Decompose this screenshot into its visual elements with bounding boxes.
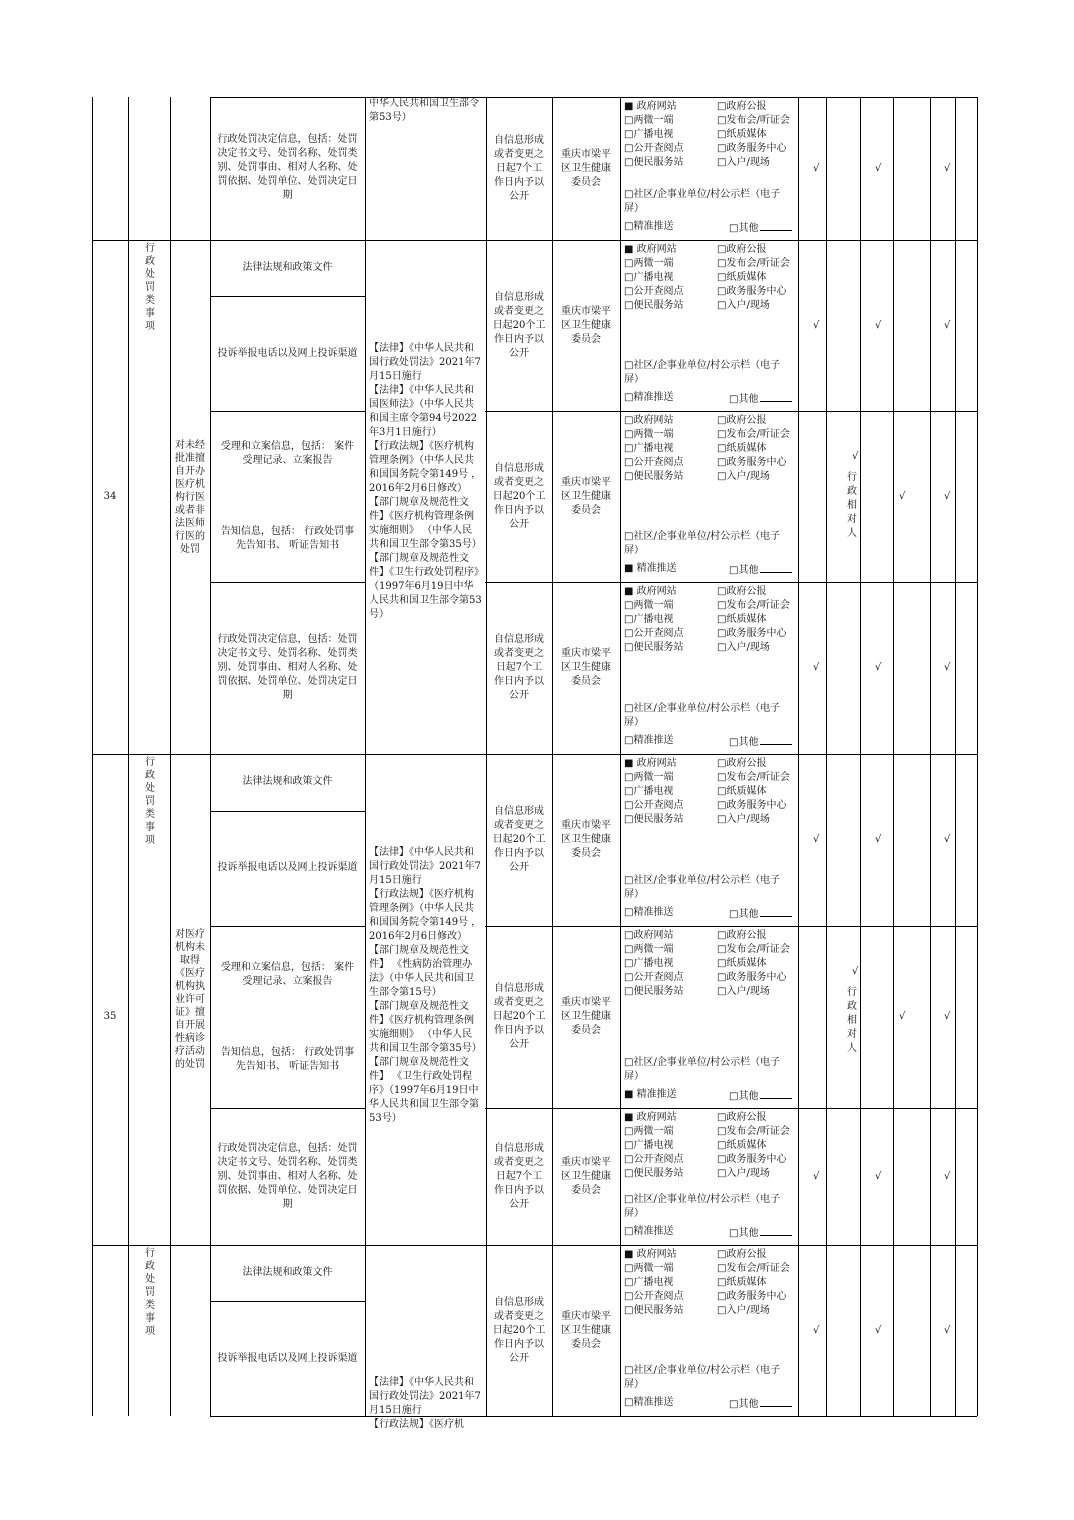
channel-option: □其他	[729, 391, 792, 405]
channel-option: □入户/现场	[717, 157, 770, 168]
channel-option: □发布会/听证会	[717, 115, 790, 126]
law-basis: 【法律】《中华人民共和国行政处罚法》2021年7月15日施行 【法律】《中华人民共和国医师法》（中华人民共和国主席令第94号2022年3月1日施行） 【行政法规】《医疗机构管理条例》（中华人民共和国国务院令第149号 ，2016年2月6日修改） 【部门规章及规范性文件】《医疗机构管理条例实施细则》 （中华人民共和国卫生部令第35号） 【部门规章及规范性文件】《卫生行政处罚程序》（1997年6月19日中华人民共和国卫生部令第53号）	[369, 343, 482, 620]
channel-list	[621, 757, 797, 926]
channel-option: □纸质媒体	[717, 614, 767, 625]
channel-list	[621, 585, 797, 754]
channel-row	[624, 929, 794, 943]
channel-bulletin: □社区/企事业单位/村公示栏（电子屏）	[624, 1365, 781, 1390]
disclosure-time: 自信息形成或者变更之日起20个工作日内予以公开	[492, 806, 546, 873]
channel-option: □发布会/听证会	[717, 258, 790, 269]
item-decision: 行政处罚决定信息，包括：处罚决定书文号、处罚名称、处罚类别、处罚事由、相对人名称、处罚依据、处罚单位、处罚决定日期	[217, 133, 358, 201]
channel-row	[624, 128, 794, 142]
grid-vline	[798, 97, 799, 1416]
channel-option: □政务服务中心	[717, 628, 787, 639]
channel-option: □纸质媒体	[717, 272, 767, 283]
check-mark: √	[875, 319, 882, 331]
check-mark: √	[813, 1170, 820, 1182]
channel-option: □政务服务中心	[717, 457, 787, 468]
channel-option: □精准推送	[624, 392, 674, 403]
grid-vline	[128, 97, 129, 1416]
channel-option: □公开查阅点	[624, 143, 684, 154]
channel-row	[624, 957, 794, 971]
check-mark: √	[813, 662, 820, 673]
category-label: 行政处罚类事项	[145, 1248, 155, 1337]
channel-option: □广播电视	[624, 786, 674, 797]
channel-row	[624, 1248, 794, 1262]
channel-row	[624, 271, 794, 285]
channel-row	[624, 243, 794, 257]
check-mark: √	[899, 1011, 906, 1022]
push-row	[624, 906, 792, 920]
responsible-body: 重庆市梁平区卫生健康委员会	[561, 148, 611, 188]
check-mark: √	[875, 1170, 882, 1182]
channel-bulletin: □社区/企事业单位/村公示栏（电子屏）	[624, 1194, 781, 1219]
channel-option: □便民服务站	[624, 986, 684, 997]
channel-option: □纸质媒体	[717, 1140, 767, 1151]
channel-option: □便民服务站	[624, 814, 684, 825]
channel-row	[624, 1276, 794, 1290]
grid-hline	[210, 1416, 977, 1417]
channel-option: □发布会/听证会	[717, 429, 790, 440]
channel-option: □纸质媒体	[717, 129, 767, 140]
channel-row	[624, 1167, 794, 1181]
category-label: 行政处罚类事项	[145, 243, 155, 332]
channel-option: □其他	[729, 734, 792, 748]
channel-row	[624, 585, 794, 599]
channel-option: ■ 精准推送	[624, 563, 677, 574]
channel-row	[624, 641, 794, 655]
check-mark: √	[852, 966, 859, 977]
channel-row	[624, 1290, 794, 1304]
channel-option: □精准推送	[624, 735, 674, 746]
push-row	[624, 1396, 792, 1410]
channel-option: □两微一端	[624, 258, 674, 269]
channel-option: ■ 政府网站	[624, 244, 677, 255]
channel-row	[624, 813, 794, 827]
responsible-body: 重庆市梁平区卫生健康委员会	[561, 997, 611, 1036]
grid-vline	[955, 97, 956, 1416]
channel-option: □政府公报	[717, 244, 767, 255]
fill-blank	[760, 1088, 792, 1099]
channel-option: □两微一端	[624, 944, 674, 955]
channel-list	[621, 243, 797, 411]
channel-option: □两微一端	[624, 1126, 674, 1137]
law-basis-fragment: 中华人民共和国卫生部令 第53号）	[369, 98, 479, 123]
item-complaint-channel: 投诉举报电话以及网上投诉渠道	[217, 861, 358, 873]
channel-row	[624, 1125, 794, 1139]
channel-option: □广播电视	[624, 1140, 674, 1151]
channel-option: □广播电视	[624, 1277, 674, 1288]
channel-option: □发布会/听证会	[717, 1263, 790, 1274]
channel-row	[624, 1111, 794, 1125]
category-label: 行政处罚类事项	[145, 757, 155, 846]
channel-option: □广播电视	[624, 443, 674, 454]
channel-option: □广播电视	[624, 958, 674, 969]
push-row	[624, 391, 792, 405]
channel-row	[624, 599, 794, 613]
disclosure-time: 自信息形成或者变更之日起7个工作日内予以公开	[494, 134, 544, 202]
channel-option: ■ 政府网站	[624, 1112, 677, 1123]
fill-blank	[760, 906, 792, 917]
channel-option: □广播电视	[624, 129, 674, 140]
disclosure-time: 自信息形成或者变更之日起20个工作日内予以公开	[492, 983, 546, 1050]
check-mark: √	[944, 1170, 951, 1182]
channel-option: □入户/现场	[717, 1305, 770, 1316]
responsible-body: 重庆市梁平区卫生健康委员会	[561, 648, 611, 687]
check-mark: √	[944, 1324, 951, 1336]
disclosure-time: 自信息形成或者变更之日起20个工作日内予以公开	[492, 291, 546, 359]
channel-option: □其他	[729, 220, 792, 234]
item-accept: 受理和立案信息，包括： 案件受理记录、立案报告	[220, 961, 355, 987]
channel-row	[624, 627, 794, 641]
channel-option: □便民服务站	[624, 157, 684, 168]
channel-row	[624, 1304, 794, 1318]
channel-option: □发布会/听证会	[717, 772, 790, 783]
item-complaint-channel: 投诉举报电话以及网上投诉渠道	[217, 347, 358, 359]
channel-option: □两微一端	[624, 600, 674, 611]
channel-row	[624, 428, 794, 442]
channel-option: □入户/现场	[717, 642, 770, 653]
channel-option: □政府公报	[717, 758, 767, 769]
item-notice: 告知信息，包括： 行政处罚事先告知书、 听证告知书	[220, 1046, 355, 1072]
channel-option: □入户/现场	[717, 471, 770, 482]
channel-bulletin: □社区/企事业单位/村公示栏（电子屏）	[624, 531, 781, 556]
check-mark: √	[852, 451, 859, 462]
item-accept: 受理和立案信息，包括： 案件受理记录、立案报告	[220, 441, 355, 466]
channel-option: □两微一端	[624, 429, 674, 440]
channel-option: □精准推送	[624, 221, 674, 232]
channel-bulletin: □社区/企事业单位/村公示栏（电子屏）	[624, 189, 781, 214]
push-row	[624, 562, 792, 576]
responsible-body: 重庆市梁平区卫生健康委员会	[561, 305, 611, 345]
push-row	[624, 734, 792, 748]
channel-bulletin: □社区/企事业单位/村公示栏（电子屏）	[624, 1057, 781, 1082]
channel-option: □公开查阅点	[624, 972, 684, 983]
channel-row	[624, 156, 794, 170]
channel-option: □政府公报	[717, 930, 767, 941]
grid-vline	[365, 97, 366, 1416]
channel-bulletin: □社区/企事业单位/村公示栏（电子屏）	[624, 703, 781, 728]
channel-option: □政务服务中心	[717, 1291, 787, 1302]
channel-option: □发布会/听证会	[717, 944, 790, 955]
channel-option: □便民服务站	[624, 471, 684, 482]
check-mark: √	[875, 662, 882, 673]
law-basis: 【法律】《中华人民共和国行政处罚法》2021年7月15日施行 【行政法规】《医疗机构管理条例》（中华人民共和国国务院令第149号 ，2016年2月6日修改） 【部门规章及规范性文件】 《性病防治管理办法》（中华人民共和国卫生部令第15号） 【部门规章及规范性文件】《医疗机构管理条例实施细则》 （中华人民共和国卫生部令第35号） 【部门规章及规范性文件】 《卫生行政处罚程序》（1997年6月19日中华人民共和国卫生部令第53号）	[369, 847, 482, 1124]
check-mark: √	[944, 490, 951, 502]
channel-row	[624, 442, 794, 456]
channel-option: □政府网站	[624, 415, 674, 426]
item-law-policy: 法律法规和政策文件	[242, 1267, 333, 1278]
responsible-body: 重庆市梁平区卫生健康委员会	[561, 820, 611, 859]
channel-option: □其他	[729, 1088, 792, 1102]
fill-blank	[760, 1396, 792, 1407]
check-mark: √	[944, 834, 951, 845]
channel-option: □两微一端	[624, 115, 674, 126]
channel-option: □政府公报	[717, 1112, 767, 1123]
channel-option: ■ 政府网站	[624, 1249, 677, 1260]
check-mark: √	[944, 319, 951, 331]
channel-option: □公开查阅点	[624, 628, 684, 639]
channel-option: □入户/现场	[717, 300, 770, 311]
grid-vline	[930, 97, 931, 1416]
grid-vline	[893, 97, 894, 1416]
channel-option: □其他	[729, 562, 792, 576]
item-decision: 行政处罚决定信息，包括：处罚决定书文号、处罚名称、处罚类别、处罚事由、相对人名称、处罚依据、处罚单位、处罚决定日期	[217, 634, 358, 701]
channel-option: □精准推送	[624, 907, 674, 918]
check-mark: √	[944, 662, 951, 673]
check-mark: √	[813, 162, 820, 174]
fill-blank	[760, 391, 792, 402]
item-notice: 告知信息，包括： 行政处罚事先告知书、 听证告知书	[220, 526, 355, 551]
check-mark: √	[813, 319, 820, 331]
channel-option: □纸质媒体	[717, 443, 767, 454]
channel-option: □其他	[729, 1396, 792, 1410]
channel-option: □入户/现场	[717, 1168, 770, 1179]
channel-row	[624, 771, 794, 785]
channel-option: □纸质媒体	[717, 958, 767, 969]
channel-row	[624, 1262, 794, 1276]
channel-row	[624, 456, 794, 470]
channel-option: □政府公报	[717, 415, 767, 426]
channel-option: ■ 政府网站	[624, 586, 677, 597]
channel-option: □便民服务站	[624, 642, 684, 653]
channel-option: □政务服务中心	[717, 972, 787, 983]
channel-row	[624, 470, 794, 484]
channel-option: □公开查阅点	[624, 800, 684, 811]
channel-list	[621, 100, 797, 240]
disclosure-time: 自信息形成或者变更之日起20个工作日内予以公开	[492, 462, 546, 530]
channel-option: □政务服务中心	[717, 1154, 787, 1165]
item-complaint-channel: 投诉举报电话以及网上投诉渠道	[217, 1352, 358, 1364]
fill-blank	[760, 220, 792, 231]
channel-row	[624, 757, 794, 771]
channel-option: □精准推送	[624, 1397, 674, 1408]
channel-option: □政府公报	[717, 586, 767, 597]
target-party: 行政相对人	[847, 472, 857, 539]
channel-row	[624, 414, 794, 428]
channel-list	[621, 414, 797, 582]
channel-option: ■ 政府网站	[624, 758, 677, 769]
channel-option: □其他	[729, 906, 792, 920]
check-mark: √	[944, 1011, 951, 1022]
check-mark: √	[813, 834, 820, 845]
channel-option: □两微一端	[624, 772, 674, 783]
responsible-body: 重庆市梁平区卫生健康委员会	[561, 476, 611, 516]
channel-option: □政府公报	[717, 101, 767, 112]
channel-row	[624, 1139, 794, 1153]
channel-option: □便民服务站	[624, 1168, 684, 1179]
grid-vline	[860, 97, 861, 1416]
channel-row	[624, 299, 794, 313]
channel-option: □其他	[729, 1225, 792, 1239]
item-number: 34	[103, 490, 117, 502]
channel-option: □精准推送	[624, 1226, 674, 1237]
channel-option: □政务服务中心	[717, 800, 787, 811]
channel-option: □广播电视	[624, 272, 674, 283]
grid-vline	[92, 97, 93, 1416]
disclosure-time: 自信息形成或者变更之日起7个工作日内予以公开	[494, 1142, 544, 1210]
channel-row	[624, 257, 794, 271]
item-number: 35	[103, 1011, 117, 1022]
channel-list	[621, 929, 797, 1108]
channel-option: ■ 政府网站	[624, 101, 677, 112]
check-mark: √	[875, 834, 882, 845]
channel-option: □公开查阅点	[624, 457, 684, 468]
channel-option: □政务服务中心	[717, 286, 787, 297]
law-basis: 【法律】《中华人民共和国行政处罚法》2021年7月15日施行 【行政法规】《医疗机	[369, 1377, 481, 1430]
item-law-policy: 法律法规和政策文件	[242, 776, 333, 787]
responsible-body: 重庆市梁平区卫生健康委员会	[561, 1156, 611, 1196]
channel-list	[621, 1111, 797, 1245]
channel-row	[624, 285, 794, 299]
channel-option: □两微一端	[624, 1263, 674, 1274]
channel-bulletin: □社区/企事业单位/村公示栏（电子屏）	[624, 875, 781, 900]
channel-option: □公开查阅点	[624, 1154, 684, 1165]
channel-option: □公开查阅点	[624, 286, 684, 297]
fill-blank	[760, 562, 792, 573]
channel-option: □政府网站	[624, 930, 674, 941]
channel-row	[624, 1153, 794, 1167]
fill-blank	[760, 734, 792, 745]
grid-vline	[826, 97, 827, 1416]
channel-option: □便民服务站	[624, 1305, 684, 1316]
check-mark: √	[875, 162, 882, 174]
channel-option: □纸质媒体	[717, 1277, 767, 1288]
grid-vline	[170, 97, 171, 1416]
channel-row	[624, 799, 794, 813]
channel-option: □便民服务站	[624, 300, 684, 311]
channel-row	[624, 971, 794, 985]
disclosure-time: 自信息形成或者变更之日起7个工作日内予以公开	[494, 634, 544, 701]
check-mark: √	[944, 162, 951, 174]
channel-option: □政务服务中心	[717, 143, 787, 154]
item-decision: 行政处罚决定信息，包括：处罚决定书文号、处罚名称、处罚类别、处罚事由、相对人名称、处罚依据、处罚单位、处罚决定日期	[217, 1142, 358, 1210]
channel-bulletin: □社区/企事业单位/村公示栏（电子屏）	[624, 360, 781, 385]
check-mark: √	[899, 490, 906, 502]
channel-option: □广播电视	[624, 614, 674, 625]
fill-blank	[760, 1225, 792, 1236]
channel-option: □政府公报	[717, 1249, 767, 1260]
channel-row	[624, 943, 794, 957]
channel-list	[621, 1248, 797, 1416]
target-party: 行政相对人	[847, 987, 857, 1054]
channel-option: □发布会/听证会	[717, 1126, 790, 1137]
channel-option: □发布会/听证会	[717, 600, 790, 611]
channel-option: □入户/现场	[717, 814, 770, 825]
item-subject: 对医疗机构未取得《医疗机构执业许可证》擅自开展性病诊疗活动的处罚	[175, 928, 205, 1070]
item-law-policy: 法律法规和政策文件	[242, 262, 333, 273]
check-mark: √	[875, 1324, 882, 1336]
push-row	[624, 220, 792, 234]
check-mark: √	[813, 1324, 820, 1336]
channel-row	[624, 100, 794, 114]
channel-row	[624, 114, 794, 128]
channel-row	[624, 785, 794, 799]
grid-vline	[977, 97, 978, 1416]
disclosure-time: 自信息形成或者变更之日起20个工作日内予以公开	[492, 1296, 546, 1364]
channel-row	[624, 613, 794, 627]
channel-option: □入户/现场	[717, 986, 770, 997]
channel-option: ■ 精准推送	[624, 1089, 677, 1100]
channel-option: □纸质媒体	[717, 786, 767, 797]
push-row	[624, 1225, 792, 1239]
channel-option: □公开查阅点	[624, 1291, 684, 1302]
responsible-body: 重庆市梁平区卫生健康委员会	[561, 1310, 611, 1350]
item-subject: 对未经批准擅自开办医疗机构行医或者非法医师行医的处罚	[175, 439, 205, 555]
channel-row	[624, 142, 794, 156]
channel-row	[624, 985, 794, 999]
push-row	[624, 1088, 792, 1102]
